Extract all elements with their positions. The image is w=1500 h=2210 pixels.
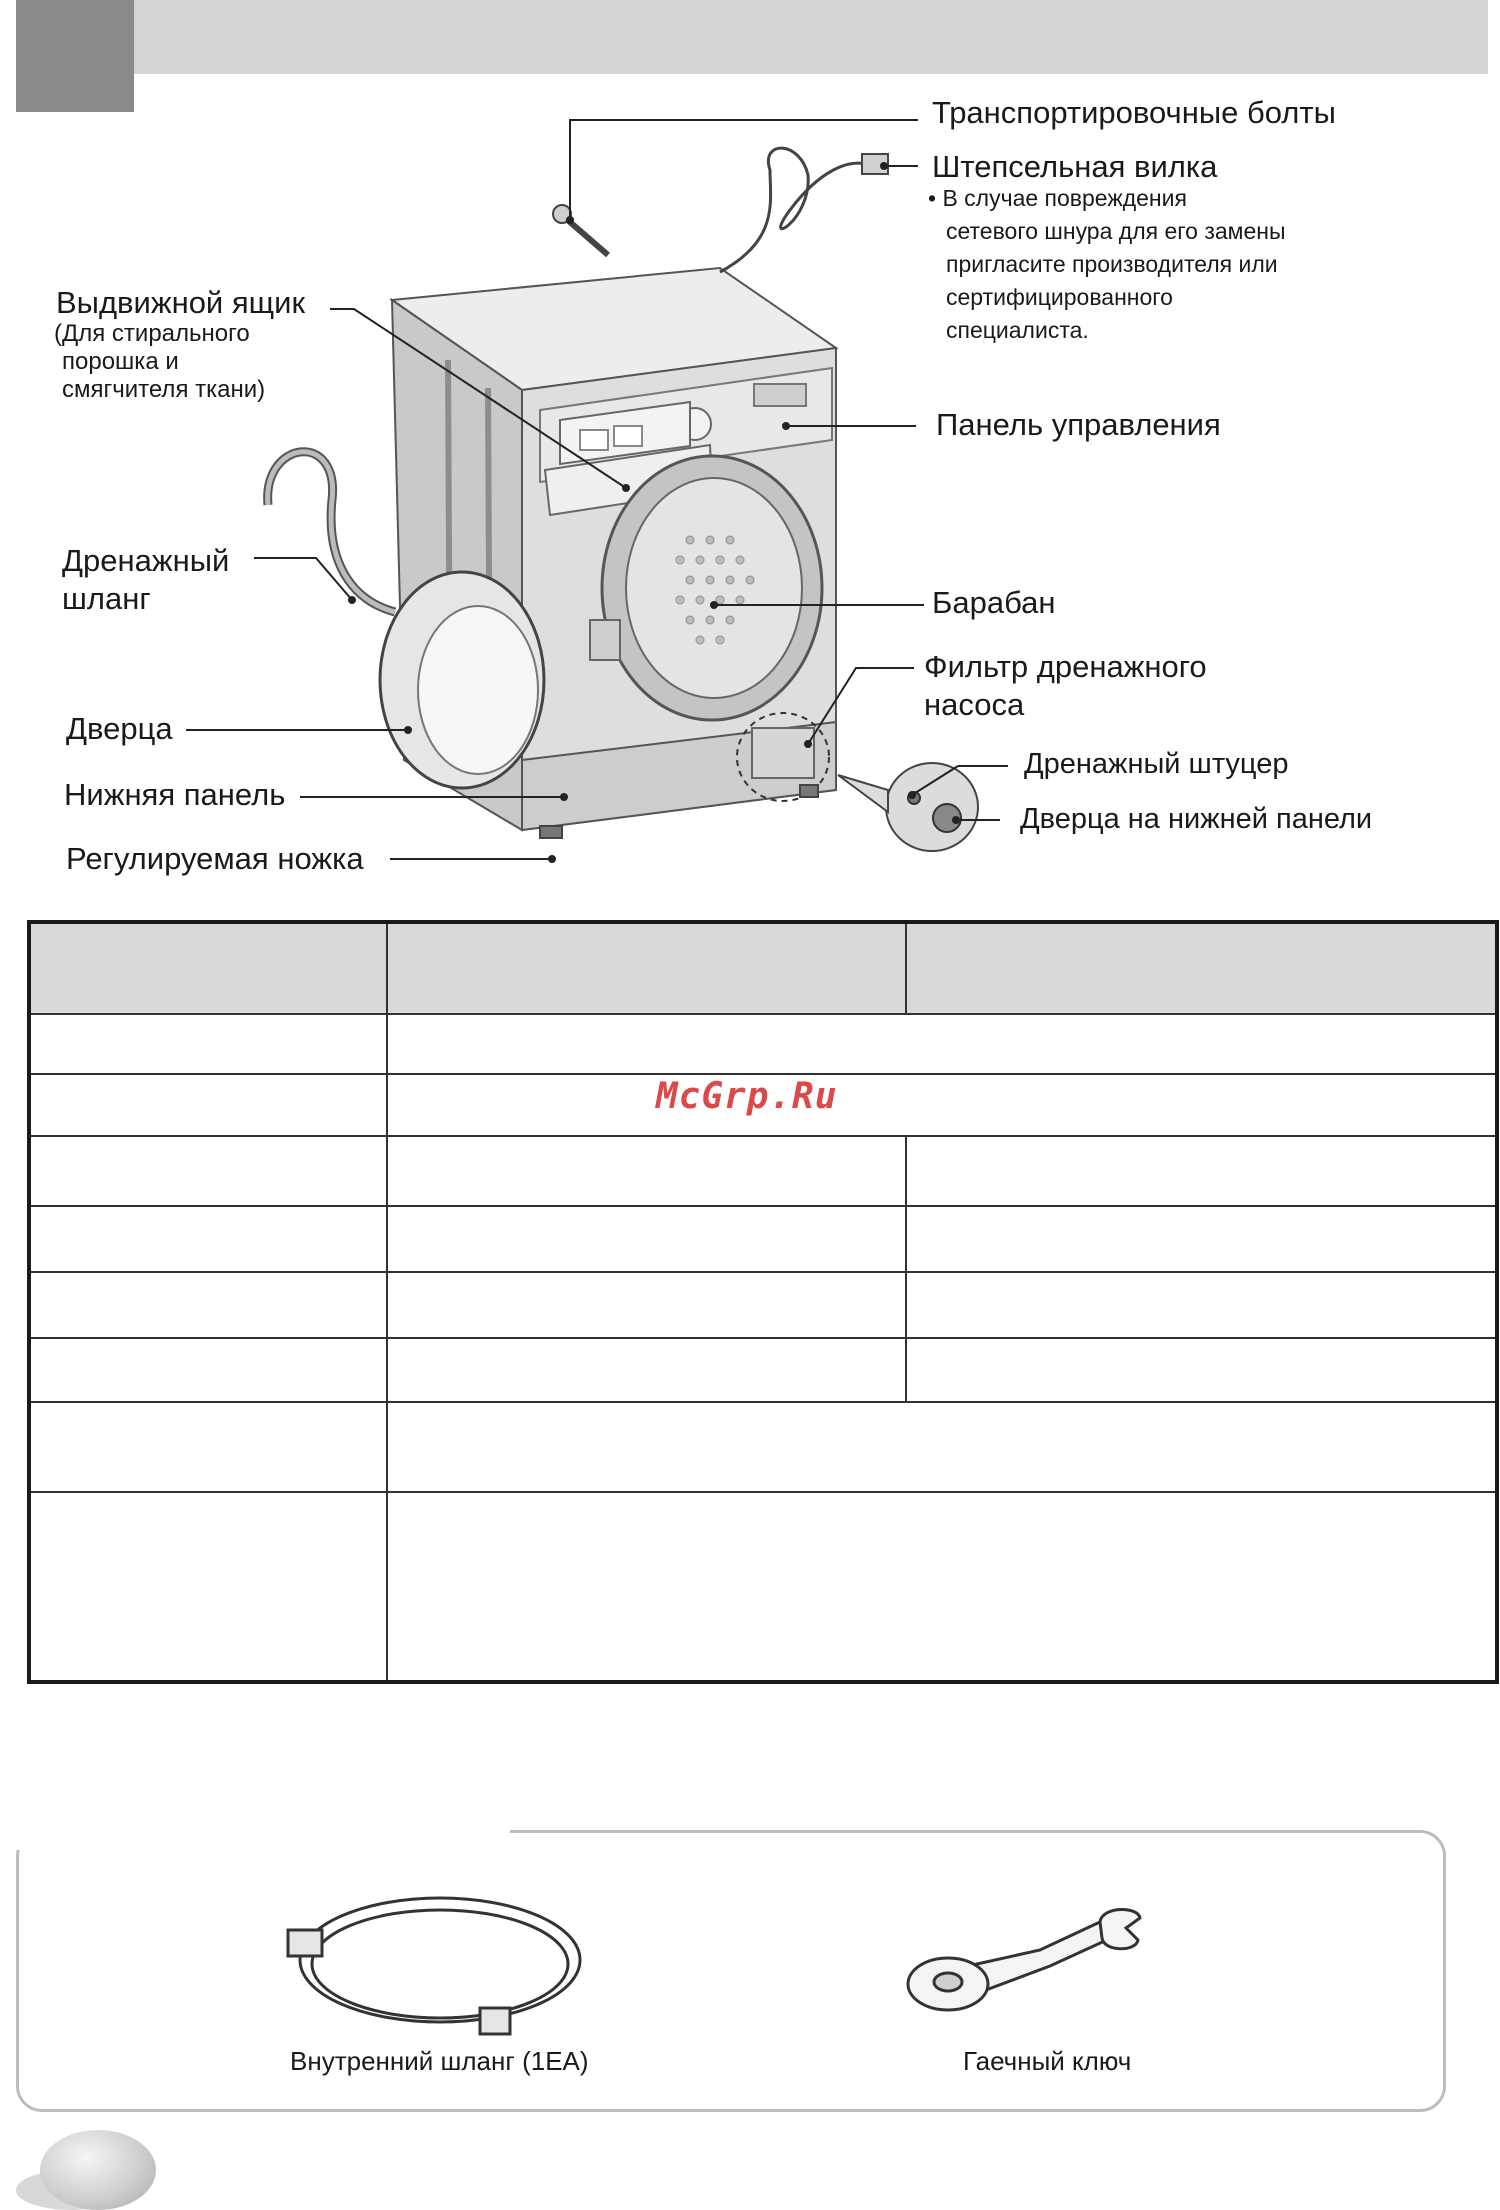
label-adjustable-foot: Регулируемая ножка [66, 841, 364, 876]
label-spanner: Гаечный ключ [963, 2046, 1132, 2076]
table-header-cell [906, 922, 1497, 1014]
table-cell [387, 1402, 1497, 1492]
table-cell [29, 1206, 387, 1272]
table-cell [387, 1014, 1497, 1074]
table-cell [29, 1272, 387, 1338]
plug-note-line: специалиста. [946, 317, 1089, 343]
table-row [29, 1014, 1497, 1074]
table-row [29, 1338, 1497, 1402]
table-cell [387, 1492, 1497, 1682]
label-drain-hose-1: Дренажный [62, 543, 230, 578]
table-cell [387, 1338, 906, 1402]
table-row [29, 1206, 1497, 1272]
table-cell [387, 1272, 906, 1338]
label-transport-bolts: Транспортировочные болты [932, 95, 1336, 130]
table-cell [387, 1136, 906, 1206]
label-plug: Штепсельная вилка [932, 149, 1218, 184]
label-door: Дверца [66, 711, 173, 746]
plug-note-line: сетевого шнура для его замены [946, 218, 1286, 244]
page-corner-oval [40, 2130, 156, 2210]
accessories-box-topline [510, 1830, 1410, 1833]
table-cell [29, 1338, 387, 1402]
table-cell [29, 1014, 387, 1074]
table-cell [29, 1136, 387, 1206]
label-control-panel: Панель управления [936, 407, 1221, 442]
table-row [29, 1402, 1497, 1492]
table-cell [906, 1272, 1497, 1338]
specifications-table [27, 920, 1499, 1684]
accessories-box-gap [0, 1810, 510, 1850]
table-cell [387, 1206, 906, 1272]
table-cell [387, 1074, 1497, 1136]
spanner-image [890, 1900, 1170, 2030]
label-drain-hose-2: шланг [62, 581, 151, 616]
label-lower-cover: Дверца на нижней панели [1020, 803, 1373, 835]
table-cell [906, 1338, 1497, 1402]
table-cell [29, 1402, 387, 1492]
watermark: McGrp.Ru [656, 1076, 838, 1117]
label-drawer: Выдвижной ящик [56, 285, 306, 320]
label-drawer-sub-3: смягчителя ткани) [62, 376, 266, 403]
label-lower-panel: Нижняя панель [64, 777, 286, 812]
plug-note-line: • В случае повреждения [928, 185, 1187, 211]
table-cell [29, 1074, 387, 1136]
table-cell [906, 1136, 1497, 1206]
plug-note [928, 182, 1328, 347]
table-header-cell [387, 922, 906, 1014]
label-pump-filter-2: насоса [924, 687, 1025, 722]
plug-note-line: пригласите производителя или [946, 251, 1278, 277]
table-row [29, 1492, 1497, 1682]
table-row [29, 1272, 1497, 1338]
table-cell [906, 1206, 1497, 1272]
label-drum: Барабан [932, 585, 1056, 620]
accessories-box [16, 1830, 1446, 2112]
inlet-hose-image [270, 1880, 600, 2060]
table-row [29, 1136, 1497, 1206]
table-header-cell [29, 922, 387, 1014]
plug-note-line: сертифицированного [946, 284, 1173, 310]
label-drawer-sub-1: (Для стирального [54, 320, 250, 347]
label-drawer-sub-2: порошка и [62, 348, 179, 375]
table-header-row [29, 922, 1497, 1014]
label-inlet-hose: Внутренний шланг (1EA) [290, 2046, 589, 2076]
label-pump-filter-1: Фильтр дренажного [924, 649, 1207, 684]
label-drain-plug: Дренажный штуцер [1024, 748, 1289, 780]
table-cell [29, 1492, 387, 1682]
